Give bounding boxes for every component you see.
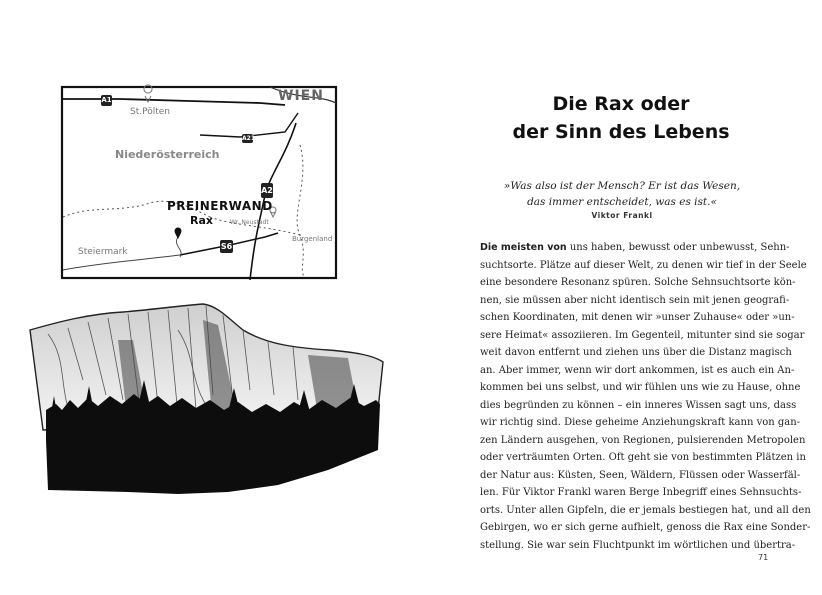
body-line: eine besondere Resonanz spüren. Solche Sehnsuchtsorte kön- bbox=[480, 277, 796, 288]
body-line-1 bbox=[480, 239, 790, 257]
quote-line-1: »Was also ist der Mensch? Er ist das Wesen, bbox=[503, 180, 741, 192]
quote-author: Viktor Frankl bbox=[591, 211, 653, 220]
body-line: orts. Unter allen Gipfeln, die er jemals bestiegen hat, und all den bbox=[480, 504, 811, 516]
lead-in: Die meisten von bbox=[480, 242, 567, 253]
body-line: oder verträumten Orten. Oft geht sie von bestimmten Plätzen in bbox=[480, 452, 806, 463]
map-label-burgenland: Burgenland bbox=[292, 235, 333, 243]
body-line: schen Koordinaten, mit denen wir »unser Zuhause« oder »un- bbox=[480, 312, 795, 323]
body-line: der Natur aus: Küsten, Seen, Wäldern, Flüssen oder Wasserfäl- bbox=[480, 469, 801, 481]
map-label-rax: Rax bbox=[190, 214, 213, 227]
road-shield-a21: A21 bbox=[242, 135, 255, 142]
body-line: suchtsorte. Plätze auf dieser Welt, zu denen wir tief in der Seele bbox=[480, 259, 807, 271]
epigraph-quote bbox=[481, 178, 763, 210]
body-line: stellung. Sie war sein Fluchtpunkt im wörtlichen und übertra- bbox=[480, 539, 796, 551]
page-number: 71 bbox=[758, 553, 769, 562]
map-label-niederoesterreich: Niederösterreich bbox=[115, 148, 220, 161]
chapter-title bbox=[501, 90, 741, 146]
right-page bbox=[411, 0, 822, 595]
road-shield-a2: A2 bbox=[261, 183, 273, 198]
mountain-illustration bbox=[28, 300, 388, 495]
map-label-st-poelten: St.Pölten bbox=[130, 107, 170, 117]
map-label-wr-neustadt: Wr. Neustadt bbox=[230, 219, 269, 226]
body-text bbox=[480, 239, 811, 554]
region-map bbox=[60, 85, 338, 280]
body-line: dies begründen zu können – ein inneres Wissen sagt uns, dass bbox=[480, 399, 797, 411]
body-line: weit davon entfernt und ziehen uns über die Distanz magisch bbox=[480, 347, 792, 358]
chapter-title-line-1: Die Rax oder bbox=[552, 93, 690, 115]
road-shield-a1: A1 bbox=[101, 96, 112, 104]
body-line: kommen bei uns selbst, und wir fühlen uns wie zu Hause, ohne bbox=[480, 382, 801, 393]
map-label-steiermark: Steiermark bbox=[78, 247, 128, 257]
body-line: len. Für Viktor Frankl waren Berge Inbegriff eines Sehnsuchts- bbox=[480, 487, 802, 498]
map-label-preinerwand: PREINERWAND bbox=[167, 199, 273, 213]
body-line-1-rest: uns haben, bewusst oder unbewusst, Sehn- bbox=[566, 242, 790, 253]
road-shield-s6: S6 bbox=[220, 242, 233, 251]
chapter-title-line-2: der Sinn des Lebens bbox=[512, 121, 730, 143]
rax-mountain-drawing bbox=[28, 300, 388, 495]
map-label-wien: WIEN bbox=[278, 88, 324, 104]
body-line: wir richtig sind. Diese geheime Anziehungskraft kann von gan- bbox=[480, 417, 801, 428]
body-line: nen, sie müssen aber nicht identisch sein mit jenen geografi- bbox=[480, 294, 790, 306]
body-line: sere Heimat« assoziieren. Im Gegenteil, mitunter sind sie sogar bbox=[480, 329, 805, 341]
body-line: Gebirgen, wo er sich gerne aufhielt, genoss die Rax eine Sonder- bbox=[480, 522, 811, 533]
quote-line-2: das immer entscheidet, was es ist.« bbox=[527, 196, 717, 208]
body-line: zen Ländern ausgehen, von Regionen, pulsierenden Metropolen bbox=[480, 434, 806, 446]
body-line: an. Aber immer, wenn wir dort ankommen, ist es auch ein An- bbox=[480, 364, 795, 376]
